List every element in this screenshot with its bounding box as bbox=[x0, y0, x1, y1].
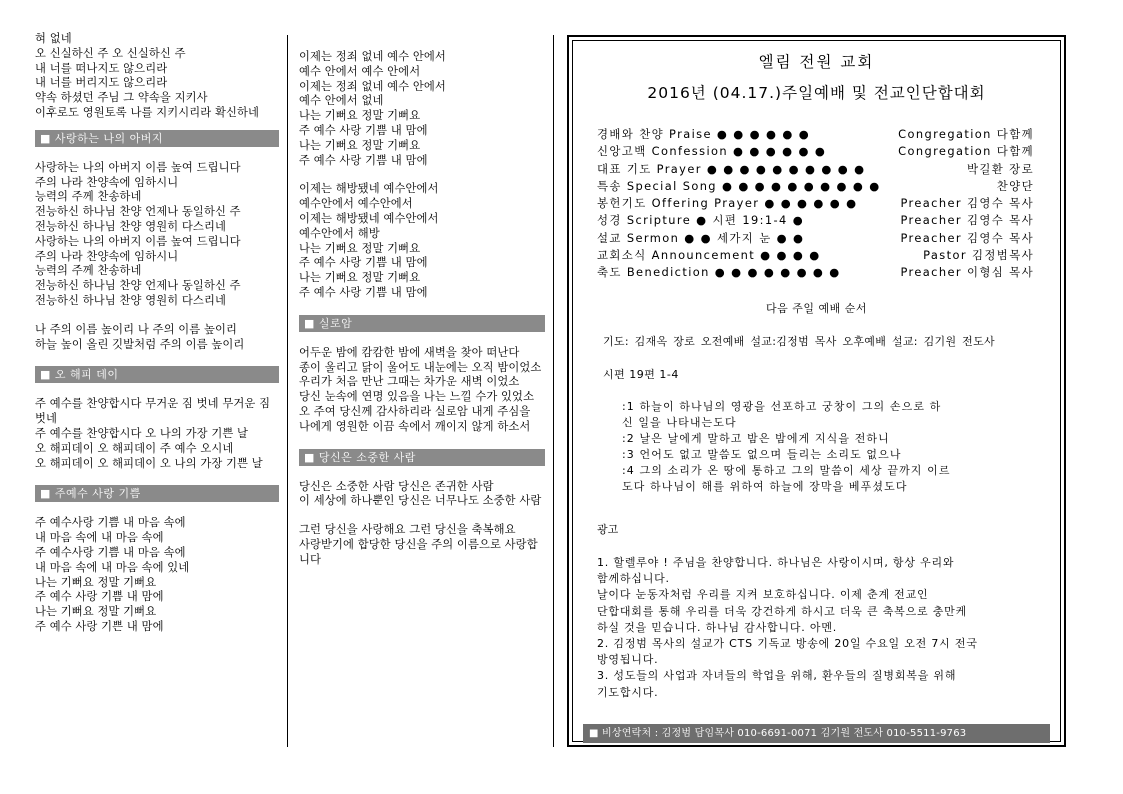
order-leader: Preacher 김영수 목사 bbox=[900, 213, 1034, 228]
scripture-verse: :4 그의 소리가 온 땅에 통하고 그의 말씀이 세상 끝까지 이르 도다 하나님이 해를 위하여 하늘에 장막을 베푸셨도다 bbox=[622, 464, 951, 493]
scripture-verse: :2 날은 날에게 말하고 밤은 밤에게 지식을 전하니 bbox=[622, 432, 890, 445]
order-item: 설교 Sermon ● ● 세가지 눈 ● ● bbox=[597, 230, 805, 245]
next-week-title: 다음 주일 예배 순서 bbox=[766, 302, 867, 315]
order-item: 축도 Benediction ● ● ● ● ● ● ● ● bbox=[597, 265, 841, 280]
announcements bbox=[597, 555, 1047, 701]
lyrics-paragraph: 그런 당신을 사랑해요 그런 당신을 축복해요 사랑받기에 합당한 당신을 주의 이름으로 사랑합니다 bbox=[299, 523, 538, 566]
lyrics-column-2 bbox=[299, 32, 545, 568]
emergency-contact-bar: ■ 비상연락처 : 김정범 담임목사 010-6691-0071 김기원 전도사 010-5511-9763 bbox=[583, 724, 1050, 743]
church-name: 엘림 전원 교회 bbox=[758, 53, 875, 71]
section-title: ■ 실로암 bbox=[299, 315, 545, 332]
order-item: 대표 기도 Prayer ● ● ● ● ● ● ● ● ● ● bbox=[597, 161, 866, 176]
lyrics-paragraph: 나 주의 이름 높이리 나 주의 이름 높이리 하늘 높이 올린 깃발처럼 주의 이름 높이리 bbox=[35, 322, 245, 351]
order-row bbox=[597, 195, 1034, 212]
lyrics-paragraph: 이제는 해방됐네 예수안에서 예수안에서 예수안에서 이제는 해방됐네 예수안에서 예수안에서 해방 나는 기뻐요 정말 기뻐요 주 예수 사랑 기쁨 내 맘에 나는 기뻐요 정말 기뻐요 주 예수 사랑 기쁨 내 맘에 bbox=[299, 182, 439, 299]
order-leader: Pastor 김정범목사 bbox=[923, 248, 1034, 263]
song-section bbox=[299, 315, 545, 435]
announcement-item: 1. 할렐루야 ! 주님을 찬양합니다. 하나님은 사랑이시며, 항상 우리와 함께하십니다. bbox=[597, 556, 955, 586]
section-title: ■ 사랑하는 나의 아버지 bbox=[35, 130, 279, 147]
announcement-item: 3. 성도들의 사업과 자녀들의 학업을 위해, 환우들의 질병회복을 위해 기도합시다. bbox=[597, 669, 957, 699]
lyrics-paragraph: 당신은 소중한 사람 당신은 존귀한 사람 이 세상에 하나뿐인 당신은 너무나도 소중한 사람 bbox=[299, 479, 542, 508]
order-row bbox=[597, 161, 1034, 178]
section-title: ■ 당신은 소중한 사람 bbox=[299, 449, 545, 466]
order-item: 봉헌기도 Offering Prayer ● ● ● ● ● ● bbox=[597, 196, 858, 211]
lyrics-paragraph: 사랑하는 나의 아버지 이름 높여 드립니다 주의 나라 찬양속에 임하시니 능력의 주께 찬송하네 전능하신 하나님 찬양 언제나 동일하신 주 전능하신 하나님 찬양 영원히 다스리네 사랑하는 나의 아버지 이름 높여 드립니다 주의 나라 찬양속에 임하시니 능력의 주께 찬송하네 전능하신 하나님 찬양 언제나 동일하신 주 전능하신 하나님 찬양 영원히 다스리네 bbox=[35, 160, 241, 307]
lyrics-paragraph: 주 예수사랑 기쁨 내 마음 속에 내 마음 속에 내 마음 속에 주 예수사랑 기쁨 내 마음 속에 내 마음 속에 내 마음 속에 있네 나는 기뻐요 정말 기뻐요 주 예수 사랑 기쁨 내 맘에 나는 기뻐요 정말 기뻐요 주 예수 사랑 기쁜 내 맘에 bbox=[35, 516, 190, 633]
announcement-item: 2. 김정범 목사의 설교가 CTS 기독교 방송에 20일 수요일 오전 7시 전국 방영됩니다. bbox=[597, 637, 978, 667]
song-section bbox=[35, 130, 279, 353]
order-leader: 찬양단 bbox=[996, 178, 1034, 193]
song-section bbox=[35, 485, 279, 634]
worship-order bbox=[597, 126, 1034, 282]
bulletin-panel bbox=[567, 35, 1066, 747]
scripture-verses bbox=[622, 399, 1022, 495]
order-item: 교회소식 Announcement ● ● ● ● bbox=[597, 248, 821, 263]
bulletin-inner-frame bbox=[572, 40, 1061, 742]
order-item: 경배와 찬양 Praise ● ● ● ● ● ● bbox=[597, 127, 811, 141]
order-item: 신앙고백 Confession ● ● ● ● ● ● bbox=[597, 144, 827, 159]
column-divider bbox=[287, 35, 288, 747]
section-title: ■ 오 해피 데이 bbox=[35, 366, 279, 383]
next-week-details: 기도: 김재옥 장로 오전예배 설교:김정범 목사 오후예배 설교: 김기원 전도사 bbox=[603, 335, 995, 348]
song-section bbox=[35, 366, 279, 471]
lyrics-intro: 혀 없네 오 신실하신 주 오 신실하신 주 내 너를 떠나지도 않으리라 내 너를 버리지도 않으리라 약속 하셨던 주님 그 약속을 지키사 이후로도 영원토록 나를 지키시리라 확신하네 bbox=[35, 32, 260, 119]
order-row bbox=[597, 126, 1034, 143]
scripture-verse: :1 하늘이 하나님의 영광을 선포하고 궁창이 그의 손으로 하 신 일을 나타내는도다 bbox=[622, 400, 942, 429]
order-row bbox=[597, 178, 1034, 195]
order-row bbox=[597, 212, 1034, 229]
order-row bbox=[597, 264, 1034, 281]
order-leader: Preacher 김영수 목사 bbox=[900, 230, 1034, 245]
section-title: ■ 주예수 사랑 기쁨 bbox=[35, 485, 279, 502]
service-title: 2016년 (04.17.)주일예배 및 전교인단합대회 bbox=[647, 84, 986, 102]
order-row bbox=[597, 247, 1034, 264]
song-section bbox=[299, 449, 545, 568]
order-row bbox=[597, 143, 1034, 160]
column-divider bbox=[553, 35, 554, 747]
order-item: 성경 Scripture ● 시편 19:1-4 ● bbox=[597, 213, 805, 228]
order-leader: 박길환 장로 bbox=[966, 161, 1034, 176]
lyrics-paragraph: 어두운 밤에 캄캄한 밤에 새벽을 찾아 떠난다 종이 울리고 닭이 울어도 내눈에는 오직 밤이었소 우리가 처음 만난 그때는 차가운 새벽 이었소 당신 눈속에 연명 있음을 나는 느낄 수가 있었소 오 주여 당신께 감사하리라 실로암 내게 주심을 나에게 영원한 이끔 속에서 깨이지 않게 하소서 bbox=[299, 345, 542, 433]
order-item: 특송 Special Song ● ● ● ● ● ● ● ● ● ● bbox=[597, 178, 881, 193]
scripture-verse: :3 언어도 없고 말씀도 없으며 들리는 소리도 없으나 bbox=[622, 448, 902, 461]
announcement-item: 날이다 눈동자처럼 우리를 지켜 보호하십니다. 이제 춘계 전교인 단합대회를 통해 우리를 더욱 강건하게 하시고 더욱 큰 축복으로 충만케 하실 것을 믿습니다. 하나님 감사합니다. 아멘. bbox=[597, 588, 968, 634]
order-leader: Preacher 이형심 목사 bbox=[900, 265, 1034, 280]
lyrics-column-1 bbox=[35, 32, 279, 635]
order-leader: Congregation 다함께 bbox=[898, 127, 1034, 141]
lyrics-paragraph: 주 예수를 찬양합시다 무거운 짐 벗네 무거운 짐 벗네 주 예수를 찬양합시다 오 나의 가장 기쁜 날 오 해피데이 오 해피데이 주 예수 오시네 오 해피데이 오 해피데이 오 나의 가장 기쁜 날 bbox=[35, 397, 271, 470]
order-leader: Congregation 다함께 bbox=[898, 144, 1034, 159]
lyrics-paragraph: 이제는 정죄 없네 예수 안에서 예수 안에서 예수 안에서 이제는 정죄 없네 예수 안에서 예수 안에서 없네 나는 기뻐요 정말 기뻐요 주 예수 사랑 기쁨 내 맘에 나는 기뻐요 정말 기뻐요 주 예수 사랑 기쁨 내 맘에 bbox=[299, 50, 446, 167]
announcements-title: 광고 bbox=[597, 523, 619, 536]
order-leader: Preacher 김영수 목사 bbox=[900, 196, 1034, 211]
order-row bbox=[597, 230, 1034, 247]
scripture-reference: 시편 19편 1-4 bbox=[603, 368, 679, 381]
